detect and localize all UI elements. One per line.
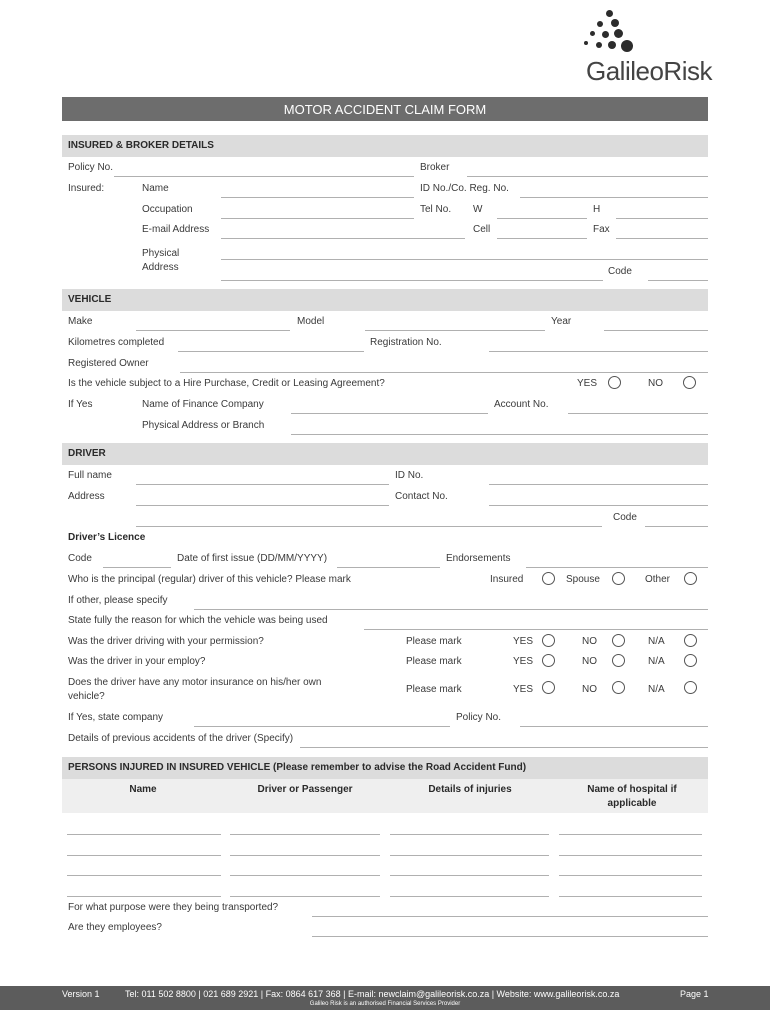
licence-code-label: Code [68,553,92,564]
principal-spouse-label: Spouse [566,574,600,585]
account-no-label: Account No. [494,399,549,410]
model-field[interactable] [365,330,545,331]
injured-row-1-name[interactable] [67,834,221,835]
employ-no-radio[interactable] [612,654,625,667]
hire-yes-radio[interactable] [608,376,621,389]
if-yes-label: If Yes [68,399,93,410]
hire-yes-label: YES [577,378,598,389]
injured-row-3-role[interactable] [230,875,380,876]
column-header-driver-passenger: Driver or Passenger [257,784,353,795]
section-title: INSURED & BROKER DETAILS [68,140,214,151]
injured-row-4-name[interactable] [67,896,221,897]
driver-id-field[interactable] [489,484,708,485]
if-other-label: If other, please specify [68,595,168,606]
tel-w-field[interactable] [497,218,587,219]
physical-label: Physical [142,248,180,259]
km-field[interactable] [178,351,364,352]
injured-row-3-name[interactable] [67,875,221,876]
tel-w-label: W [473,204,483,215]
footer-contact: Tel: 011 502 8800 | 021 689 2921 | Fax: 0864 617 368 | E-mail: newclaim@galileorisk.co.za | Website: www.galileorisk.co.za [125,989,620,999]
insurance-na-label: N/A [648,684,665,695]
finance-company-label: Name of Finance Company [142,399,264,410]
if-other-field[interactable] [194,609,708,610]
brand-name: GalileoRisk [586,56,712,86]
principal-insured-radio[interactable] [542,572,555,585]
page-footer [0,986,770,1010]
contact-no-label: Contact No. [395,491,448,502]
km-label: Kilometres completed [68,337,165,348]
finance-company-field[interactable] [291,413,488,414]
make-label: Make [68,316,93,327]
section-title: PERSONS INJURED IN INSURED VEHICLE (Please remember to advise the Road Accident Fund) [68,762,527,773]
name-field[interactable] [221,197,414,198]
first-issue-field[interactable] [337,567,440,568]
permission-na-radio[interactable] [684,634,697,647]
employ-yes-label: YES [513,656,534,667]
driver-address-label: Address [68,491,105,502]
prev-accidents-field[interactable] [300,747,708,748]
employees-field[interactable] [312,936,708,937]
tel-no-label: Tel No. [420,204,452,215]
insurance-yes-label: YES [513,684,534,695]
permission-please-mark: Please mark [406,636,462,647]
tel-h-label: H [593,204,601,215]
injured-row-1-hospital[interactable] [559,834,702,835]
employ-na-radio[interactable] [684,654,697,667]
principal-spouse-radio[interactable] [612,572,625,585]
reg-no-field[interactable] [489,351,708,352]
purpose-label: For what purpose were they being transported? [68,902,279,913]
code-label: Code [608,266,632,277]
injured-row-2-injuries[interactable] [390,855,549,856]
contact-no-field[interactable] [489,505,708,506]
principal-insured-label: Insured [490,574,524,585]
code-field[interactable] [648,280,708,281]
model-label: Model [297,316,325,327]
column-header-hospital: Name of hospital if applicable [587,784,677,809]
injured-row-4-hospital[interactable] [559,896,702,897]
hire-no-radio[interactable] [683,376,696,389]
email-field[interactable] [221,238,465,239]
column-header-name: Name [129,784,157,795]
fax-field[interactable] [616,238,708,239]
cell-field[interactable] [497,238,587,239]
prev-accidents-label: Details of previous accidents of the driver (Specify) [68,733,294,744]
make-field[interactable] [136,330,290,331]
driver-policy-no-label: Policy No. [456,712,502,723]
name-label: Name [142,183,169,194]
employ-yes-radio[interactable] [542,654,555,667]
owner-field[interactable] [180,372,708,373]
form-title: MOTOR ACCIDENT CLAIM FORM [283,102,487,117]
licence-heading: Driver’s Licence [68,532,146,543]
full-name-field[interactable] [136,484,389,485]
employ-question: Was the driver in your employ? [68,656,206,667]
driver-code-field[interactable] [645,526,708,527]
if-yes-company-label: If Yes, state company [68,712,164,723]
occupation-field[interactable] [221,218,414,219]
injured-row-4-role[interactable] [230,896,380,897]
employees-label: Are they employees? [68,922,162,933]
if-yes-company-field[interactable] [194,726,450,727]
injured-row-3-hospital[interactable] [559,875,702,876]
owner-label: Registered Owner [68,358,149,369]
insurance-please-mark: Please mark [406,684,462,695]
section-insured-broker [62,135,708,157]
purpose-field[interactable] [312,916,708,917]
year-label: Year [551,316,572,327]
column-header-injuries: Details of injuries [428,784,512,795]
permission-no-label: NO [582,636,597,647]
fax-label: Fax [593,224,610,235]
account-no-field[interactable] [568,413,708,414]
driver-address-field[interactable] [136,505,389,506]
endorsements-label: Endorsements [446,553,511,564]
permission-yes-label: YES [513,636,534,647]
injured-row-2-name[interactable] [67,855,221,856]
address-label: Address [142,262,179,273]
reason-label: State fully the reason for which the vehicle was being used [68,615,328,626]
driver-address-field-2[interactable] [136,526,602,527]
footer-page: Page 1 [680,989,709,999]
reason-field[interactable] [364,629,708,630]
footer-version: Version 1 [62,989,100,999]
hire-no-label: NO [648,378,663,389]
insurance-yes-radio[interactable] [542,681,555,694]
section-title: DRIVER [68,448,106,459]
principal-other-radio[interactable] [684,572,697,585]
section-driver [62,443,708,465]
policy-no-field[interactable] [114,176,414,177]
permission-no-radio[interactable] [612,634,625,647]
footer-fsp: Galileo Risk is an authorised Financial Services Provider [309,1001,461,1007]
section-title: VEHICLE [68,294,112,305]
employ-no-label: NO [582,656,597,667]
id-no-label: ID No./Co. Reg. No. [420,183,509,194]
occupation-label: Occupation [142,204,193,215]
year-field[interactable] [604,330,708,331]
permission-question: Was the driver driving with your permission? [68,636,264,647]
reg-no-label: Registration No. [370,337,442,348]
driver-policy-no-field[interactable] [520,726,708,727]
licence-code-field[interactable] [103,567,171,568]
principal-driver-question: Who is the principal (regular) driver of this vehicle? Please mark [68,574,351,585]
insured-label: Insured: [68,183,105,194]
first-issue-label: Date of first issue (DD/MM/YYYY) [177,553,328,564]
injured-row-4-injuries[interactable] [390,896,549,897]
injured-row-2-role[interactable] [230,855,380,856]
principal-other-label: Other [645,574,671,585]
form-title-bar [62,97,708,121]
full-name-label: Full name [68,470,112,481]
email-label: E-mail Address [142,224,210,235]
cell-label: Cell [473,224,491,235]
driver-code-label: Code [613,512,637,523]
phys-branch-label: Physical Address or Branch [142,420,265,431]
injured-table-header [62,779,708,813]
broker-field[interactable] [467,176,708,177]
injured-row-2-hospital[interactable] [559,855,702,856]
physical-address-field-2[interactable] [221,280,603,281]
hire-question: Is the vehicle subject to a Hire Purchase, Credit or Leasing Agreement? [68,378,385,389]
insurance-no-radio[interactable] [612,681,625,694]
endorsements-field[interactable] [526,567,708,568]
tel-h-field[interactable] [616,218,708,219]
policy-no-label: Policy No. [68,162,114,173]
insurance-no-label: NO [582,684,597,695]
section-vehicle [62,289,708,311]
insurance-na-radio[interactable] [684,681,697,694]
phys-branch-field[interactable] [291,434,708,435]
driver-id-label: ID No. [395,470,424,481]
physical-address-field-1[interactable] [221,259,708,260]
injured-row-3-injuries[interactable] [390,875,549,876]
employ-na-label: N/A [648,656,665,667]
employ-please-mark: Please mark [406,656,462,667]
id-no-field[interactable] [520,197,708,198]
insurance-question-line2: vehicle? [68,691,105,702]
permission-yes-radio[interactable] [542,634,555,647]
permission-na-label: N/A [648,636,665,647]
section-persons-injured [62,757,708,779]
insurance-question-line1: Does the driver have any motor insurance on his/her own [68,677,322,688]
broker-label: Broker [420,162,450,173]
injured-row-1-role[interactable] [230,834,380,835]
injured-row-1-injuries[interactable] [390,834,549,835]
